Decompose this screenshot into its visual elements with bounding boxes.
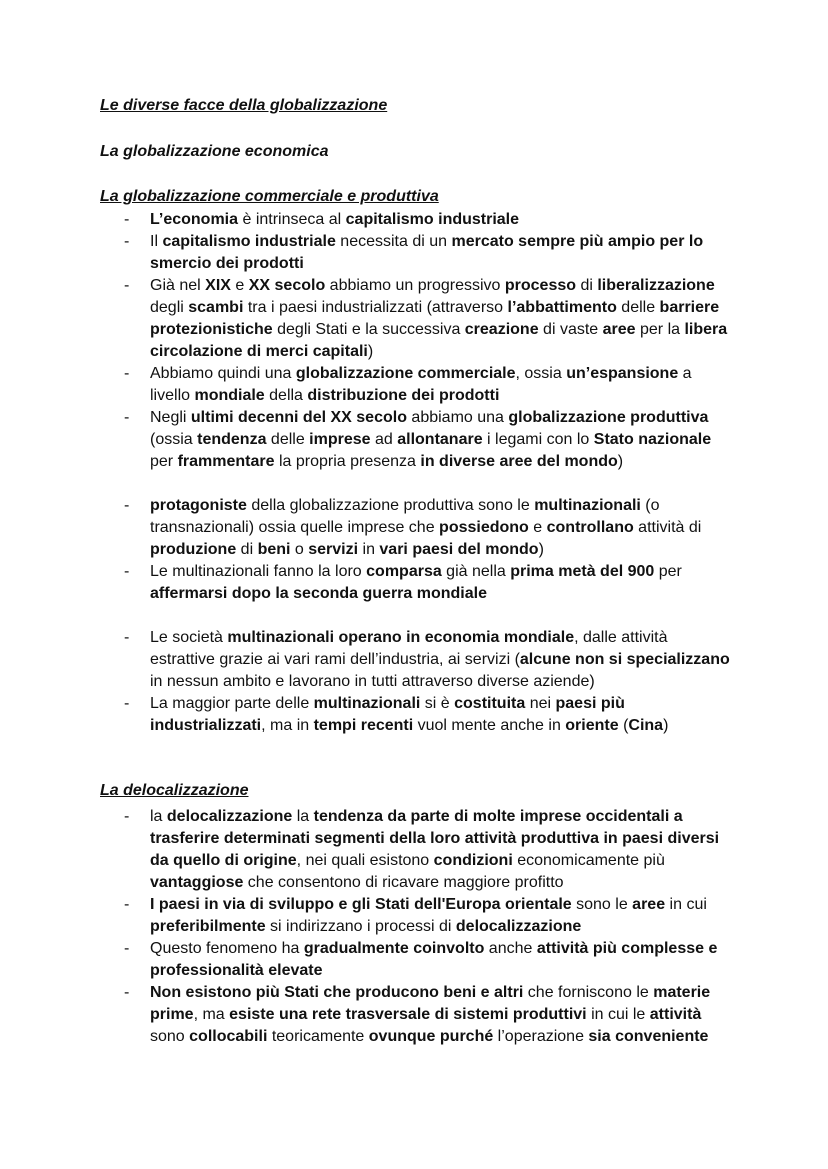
text-run: si indirizzano i processi di <box>265 918 456 935</box>
list-item <box>0 209 828 231</box>
bullet-dash: - <box>124 409 130 426</box>
text-run: la propria presenza <box>274 453 421 470</box>
text-run: l’operazione <box>493 1028 589 1045</box>
text-run: Le società <box>150 629 228 646</box>
text-run: delle <box>266 431 310 448</box>
bold-text: processo <box>504 277 577 294</box>
bold-text: vantaggiose <box>150 874 244 891</box>
text-run: sono le <box>571 896 633 913</box>
bold-text: esiste una rete trasversale di sistemi produttivi <box>229 1006 587 1023</box>
bold-text: liberalizzazione <box>597 277 715 294</box>
text-run: economicamente più <box>512 852 665 869</box>
bold-text: globalizzazione produttiva <box>508 409 709 426</box>
bullet-dash: - <box>124 896 130 913</box>
section-heading-delocalizzazione: La delocalizzazione <box>100 782 249 799</box>
text-run: La maggior parte delle <box>150 695 314 712</box>
document-subtitle: La globalizzazione economica <box>100 143 329 160</box>
bold-text: distribuzione dei prodotti <box>307 387 500 404</box>
bold-text: barriere protezionistiche <box>150 299 720 338</box>
bold-text: multinazionali <box>313 695 421 712</box>
text-run: della <box>264 387 308 404</box>
bullet-dash: - <box>124 563 130 580</box>
text-run: la <box>150 808 167 825</box>
bold-text: collocabili <box>189 1028 268 1045</box>
text-run: , dalle attività estrattive grazie ai vari rami dell’industria, ai servizi ( <box>150 629 668 668</box>
bold-text: servizi <box>308 541 359 558</box>
bold-text: Cina <box>628 717 664 734</box>
list-item <box>0 627 828 693</box>
bold-text: globalizzazione commerciale <box>295 365 516 382</box>
text-run: in cui le <box>586 1006 650 1023</box>
text-run: abbiamo una <box>406 409 509 426</box>
bold-text: prima metà del 900 <box>510 563 655 580</box>
text-run: ( <box>618 717 629 734</box>
document-title: Le diverse facce della globalizzazione <box>100 97 388 114</box>
bold-text: gradualmente coinvolto <box>303 940 485 957</box>
text-run: Le multinazionali fanno la loro <box>150 563 367 580</box>
bold-text: controllano <box>546 519 634 536</box>
bullet-list-commerciale <box>0 209 828 737</box>
bold-text: Stato nazionale <box>593 431 712 448</box>
bullet-dash: - <box>124 629 130 646</box>
text-run: ) <box>538 541 544 558</box>
text-run: della globalizzazione produttiva sono le <box>246 497 535 514</box>
bold-text: vari paesi del mondo <box>379 541 539 558</box>
text-run: nei <box>525 695 556 712</box>
bold-text: XIX <box>205 277 231 294</box>
text-run: delle <box>616 299 660 316</box>
bold-text: materie prime <box>150 984 711 1023</box>
text-run: Questo fenomeno ha <box>150 940 304 957</box>
text-run: necessita di un <box>335 233 452 250</box>
text-run: e <box>528 519 547 536</box>
text-run: , nei quali esistono <box>296 852 434 869</box>
bold-text: l’abbattimento <box>507 299 617 316</box>
list-item <box>0 407 828 473</box>
bold-text: attività <box>649 1006 702 1023</box>
list-item <box>0 938 828 982</box>
text-run: ad <box>370 431 398 448</box>
bold-text: imprese <box>309 431 371 448</box>
text-run: degli <box>150 299 189 316</box>
bold-text: preferibilmente <box>150 918 266 935</box>
bold-text: aree <box>602 321 636 338</box>
bold-text: comparsa <box>366 563 442 580</box>
bold-text: delocalizzazione <box>166 808 293 825</box>
bold-text: L’economia <box>150 211 239 228</box>
bullet-dash: - <box>124 808 130 825</box>
bold-text: frammentare <box>177 453 275 470</box>
text-run: i legami con lo <box>482 431 594 448</box>
bold-text: multinazionali <box>534 497 641 514</box>
bold-text: tendenza <box>197 431 267 448</box>
bold-text: alcune non si specializzano <box>519 651 730 668</box>
text-run: , ma <box>193 1006 230 1023</box>
bullet-dash: - <box>124 695 130 712</box>
text-run: per la <box>635 321 685 338</box>
text-run: Già nel <box>150 277 206 294</box>
bold-text: tempi recenti <box>313 717 414 734</box>
text-run: teoricamente <box>267 1028 369 1045</box>
list-item <box>0 982 828 1048</box>
text-run: già nella <box>441 563 511 580</box>
text-run: ) <box>617 453 624 470</box>
text-run: di <box>236 541 258 558</box>
bold-text: scambi <box>188 299 244 316</box>
section-heading-commerciale: La globalizzazione commerciale e produttiva <box>100 188 439 205</box>
text-run: (ossia <box>150 431 198 448</box>
bold-text: multinazionali operano in economia mondiale <box>227 629 575 646</box>
text-run: anche <box>484 940 537 957</box>
bold-text: paesi più industrializzati <box>150 695 625 734</box>
bold-text: condizioni <box>433 852 513 869</box>
list-item <box>0 363 828 407</box>
text-run: e <box>230 277 249 294</box>
bold-text: mondiale <box>194 387 265 404</box>
text-run: , ma in <box>261 717 314 734</box>
bold-text: produzione <box>150 541 237 558</box>
bold-text: costituita <box>454 695 526 712</box>
bold-text: capitalismo industriale <box>345 211 520 228</box>
text-run: è intrinseca al <box>238 211 346 228</box>
bold-text: affermarsi dopo la seconda guerra mondiale <box>150 585 487 602</box>
bold-text: Non esistono più Stati che producono beni e altri <box>150 984 524 1001</box>
bold-text: aree <box>632 896 666 913</box>
bold-text: protagoniste <box>150 497 247 514</box>
bullet-dash: - <box>124 497 130 514</box>
bold-text: possiedono <box>439 519 529 536</box>
text-run: per <box>654 563 682 580</box>
list-item <box>0 561 828 605</box>
bullet-list-delocalizzazione <box>0 806 828 1048</box>
text-run: in nessun ambito e lavorano in tutti attraverso diverse aziende) <box>150 673 595 690</box>
list-item <box>0 495 828 561</box>
text-run: di <box>576 277 598 294</box>
text-run: abbiamo un progressivo <box>325 277 505 294</box>
bold-text: XX secolo <box>248 277 326 294</box>
bullet-dash: - <box>124 940 130 957</box>
list-item <box>0 231 828 275</box>
bold-text: tendenza da parte di molte imprese occidentali a trasferire determinati segmenti della loro attività produttiva in paesi diversi da quello di origine <box>150 808 720 869</box>
bold-text: sia conveniente <box>588 1028 709 1045</box>
bold-text: attività più complesse e professionalità elevate <box>150 940 718 979</box>
bold-text: oriente <box>565 717 619 734</box>
text-run: a livello <box>150 365 692 404</box>
bold-text: un’espansione <box>566 365 679 382</box>
text-run: in <box>358 541 380 558</box>
bullet-dash: - <box>124 984 130 1001</box>
bold-text: mercato sempre più ampio per lo smercio dei prodotti <box>150 233 704 272</box>
list-item <box>0 806 828 894</box>
bold-text: beni <box>257 541 291 558</box>
text-run: ) <box>367 343 374 360</box>
text-run: attività di <box>633 519 702 536</box>
text-run: per <box>150 453 178 470</box>
list-item <box>0 693 828 737</box>
text-run: degli Stati e la successiva <box>272 321 465 338</box>
bullet-dash: - <box>124 211 130 228</box>
bold-text: ovunque purché <box>368 1028 494 1045</box>
bold-text: creazione <box>464 321 539 338</box>
text-run: ) <box>663 717 669 734</box>
text-run: che consentono di ricavare maggiore profitto <box>243 874 564 891</box>
bold-text: libera circolazione di merci capitali <box>150 321 728 360</box>
text-run: Il <box>150 233 163 250</box>
text-run: vuol mente anche in <box>413 717 566 734</box>
text-run: o <box>290 541 309 558</box>
text-run: tra i paesi industrializzati (attraverso <box>243 299 508 316</box>
text-run: , ossia <box>515 365 567 382</box>
text-run: sono <box>150 1028 190 1045</box>
bold-text: capitalismo industriale <box>162 233 336 250</box>
text-run: in cui <box>665 896 707 913</box>
bold-text: in diverse aree del mondo <box>420 453 618 470</box>
text-run: la <box>292 808 314 825</box>
bullet-dash: - <box>124 365 130 382</box>
list-item <box>0 894 828 938</box>
bullet-dash: - <box>124 233 130 250</box>
text-run: si è <box>420 695 455 712</box>
text-run: che forniscono le <box>523 984 654 1001</box>
bold-text: ultimi decenni del XX secolo <box>190 409 407 426</box>
list-item <box>0 275 828 363</box>
text-run: Negli <box>150 409 191 426</box>
bold-text: delocalizzazione <box>455 918 582 935</box>
text-run: di vaste <box>538 321 603 338</box>
bullet-dash: - <box>124 277 130 294</box>
bold-text: I paesi in via di sviluppo e gli Stati dell'Europa orientale <box>150 896 572 913</box>
bold-text: allontanare <box>397 431 483 448</box>
text-run: Abbiamo quindi una <box>150 365 296 382</box>
text-run: (o transnazionali) ossia quelle imprese che <box>150 497 660 536</box>
